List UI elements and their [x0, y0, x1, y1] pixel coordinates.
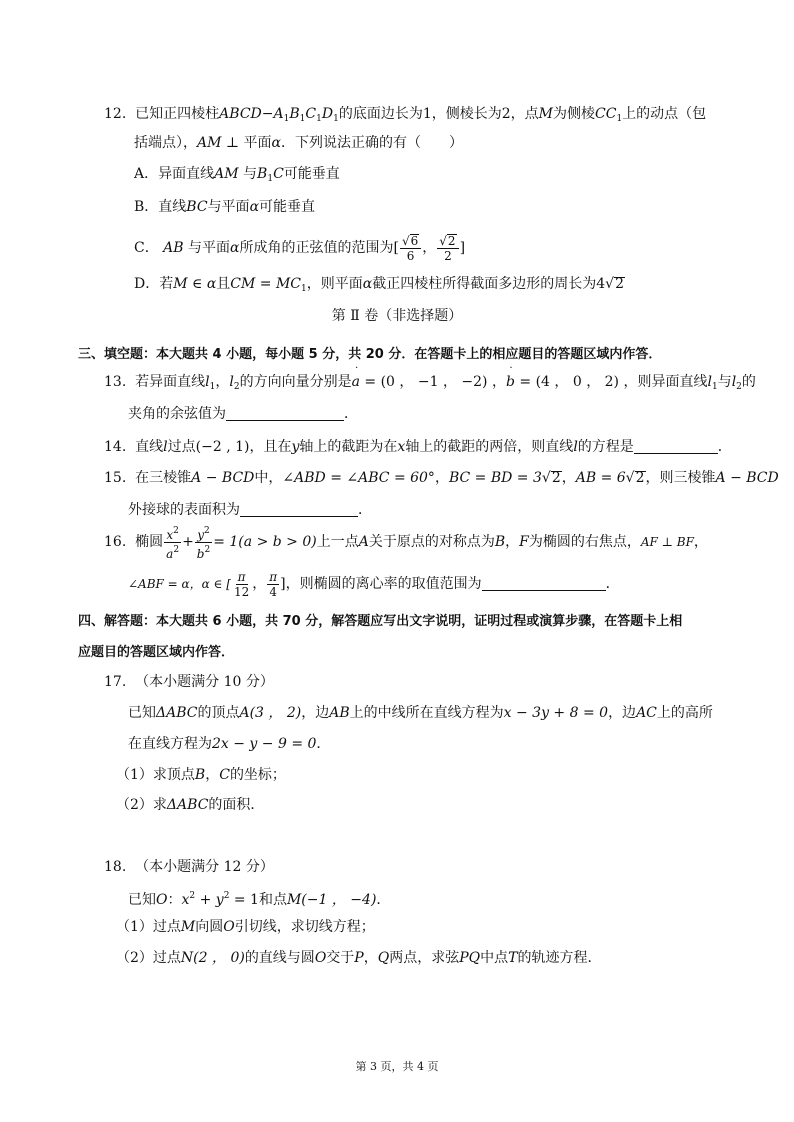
answer-blank[interactable] — [240, 502, 358, 517]
q16-line2: ∠ABF = α，α ∈ [ $\frac{\pi}{12}$ ， $\frac{\pi}{4}$ ]，则椭圆的离心率的取值范围为 ． — [128, 569, 620, 599]
section-ii-title: 第 Ⅱ 卷（非选择题） — [331, 308, 463, 324]
fraction-sqrt6-over-6: $\frac{√6}{6}$ — [400, 234, 421, 263]
fraction-y2-over-b2: $\frac{y^2}{b^2}$ — [196, 525, 211, 561]
q12-option-c: C． AB 与平面α所成角的正弦值的范围为[ $\frac{√6}{6}$ ， $\frac{√2}{2}$ ] — [134, 233, 466, 263]
q12-option-b: B．直线BC与平面α可能垂直 — [134, 199, 316, 215]
q18-header: 18. （本小题满分 12 分） — [104, 859, 274, 875]
q17-part1: （1）求顶点B，C的坐标； — [116, 767, 286, 783]
fraction-pi-over-4: $\frac{\pi}{4}$ — [269, 569, 278, 599]
q18-part1: （1）过点M向圆O引切线，求切线方程； — [116, 919, 375, 935]
q13-line2: 夹角的余弦值为 ． — [128, 406, 358, 422]
page-footer: 第 3 页，共 4 页 — [355, 1060, 439, 1073]
q18-stem: 已知O：$x^2 + y^2 = 1$和点M(−1 ， −4)． — [128, 891, 391, 908]
q12-option-a: A．异面直线AM 与$B_1C$可能垂直 — [134, 166, 340, 184]
part4-heading-line2: 应题目的答题区域内作答． — [78, 645, 235, 660]
q12-option-d: D．若M ∈ α且CM = $MC_1$，则平面α截正四棱柱所得截面多边形的周长为4√2 — [134, 276, 624, 294]
part3-heading: 三、填空题：本大题共 4 小题，每小题 5 分，共 20 分．在答题卡上的相应题目的答题区域内作答． — [78, 347, 662, 362]
answer-blank[interactable] — [482, 576, 606, 591]
answer-blank[interactable] — [634, 439, 718, 454]
q12-line2: 括端点），AM ⊥ 平面α．下列说法正确的有（ ） — [134, 135, 463, 151]
q17-stem-line1: 已知ΔABC的顶点A(3 ， 2)，边AB上的中线所在直线方程为x − 3y + 8 = 0，边AC上的高所 — [128, 705, 713, 721]
q17-part2: （2）求ΔABC的面积． — [116, 797, 265, 813]
fraction-x2-over-a2: $\frac{x^2}{a^2}$ — [166, 525, 180, 561]
q14-line: 14. 直线l过点(−2 , 1)，且在y轴上的截距为在x轴上的截距的两倍，则直线l的方程是 ． — [104, 439, 732, 455]
fraction-pi-over-12: $\frac{\pi}{12}$ — [233, 569, 250, 599]
fraction-sqrt2-over-2: $\frac{√2}{2}$ — [437, 234, 458, 263]
q15-line1: 15. 在三棱锥A − BCD中，∠ABD = ∠ABC = 60°，BC = BD = 3√2，AB = 6√2，则三棱锥A − BCD — [104, 470, 779, 486]
answer-blank[interactable] — [226, 406, 344, 421]
q12-line1: 12. 已知正四棱柱$ABCD-A_1B_1C_1D_1$的底面边长为1，侧棱长为2，点M为侧棱$CC_1$上的动点（包 — [104, 106, 707, 124]
q15-line2: 外接球的表面积为 ． — [128, 502, 372, 518]
q18-part2: （2）过点N(2 ， 0)的直线与圆O交于P，Q两点，求弦PQ中点T的轨迹方程． — [116, 950, 602, 966]
part4-heading-line1: 四、解答题：本大题共 6 小题，共 70 分，解答题应写出文字说明，证明过程或演算步骤，在答题卡上相 — [78, 614, 683, 629]
q17-header: 17. （本小题满分 10 分） — [104, 674, 274, 690]
q13-line1: 13. 若异面直线$l_1$，$l_2$的方向向量分别是˙ a = (0 ， −1 ， −2) ，˙ b = (4 ， 0 ， 2) ，则异面直线$l_1$与$l_2$的 — [104, 372, 756, 397]
q16-line1: 16. 椭圆 $\frac{x^2}{a^2}$ + $\frac{y^2}{b^2}$ = 1(a > b > 0)上一点A关于原点的对称点为B，F为椭圆的右焦点，AF ⊥ BF， — [104, 525, 708, 561]
q12-number: 12. — [104, 106, 127, 122]
q17-stem-line2: 在直线方程为2x − y − 9 = 0． — [128, 736, 331, 752]
